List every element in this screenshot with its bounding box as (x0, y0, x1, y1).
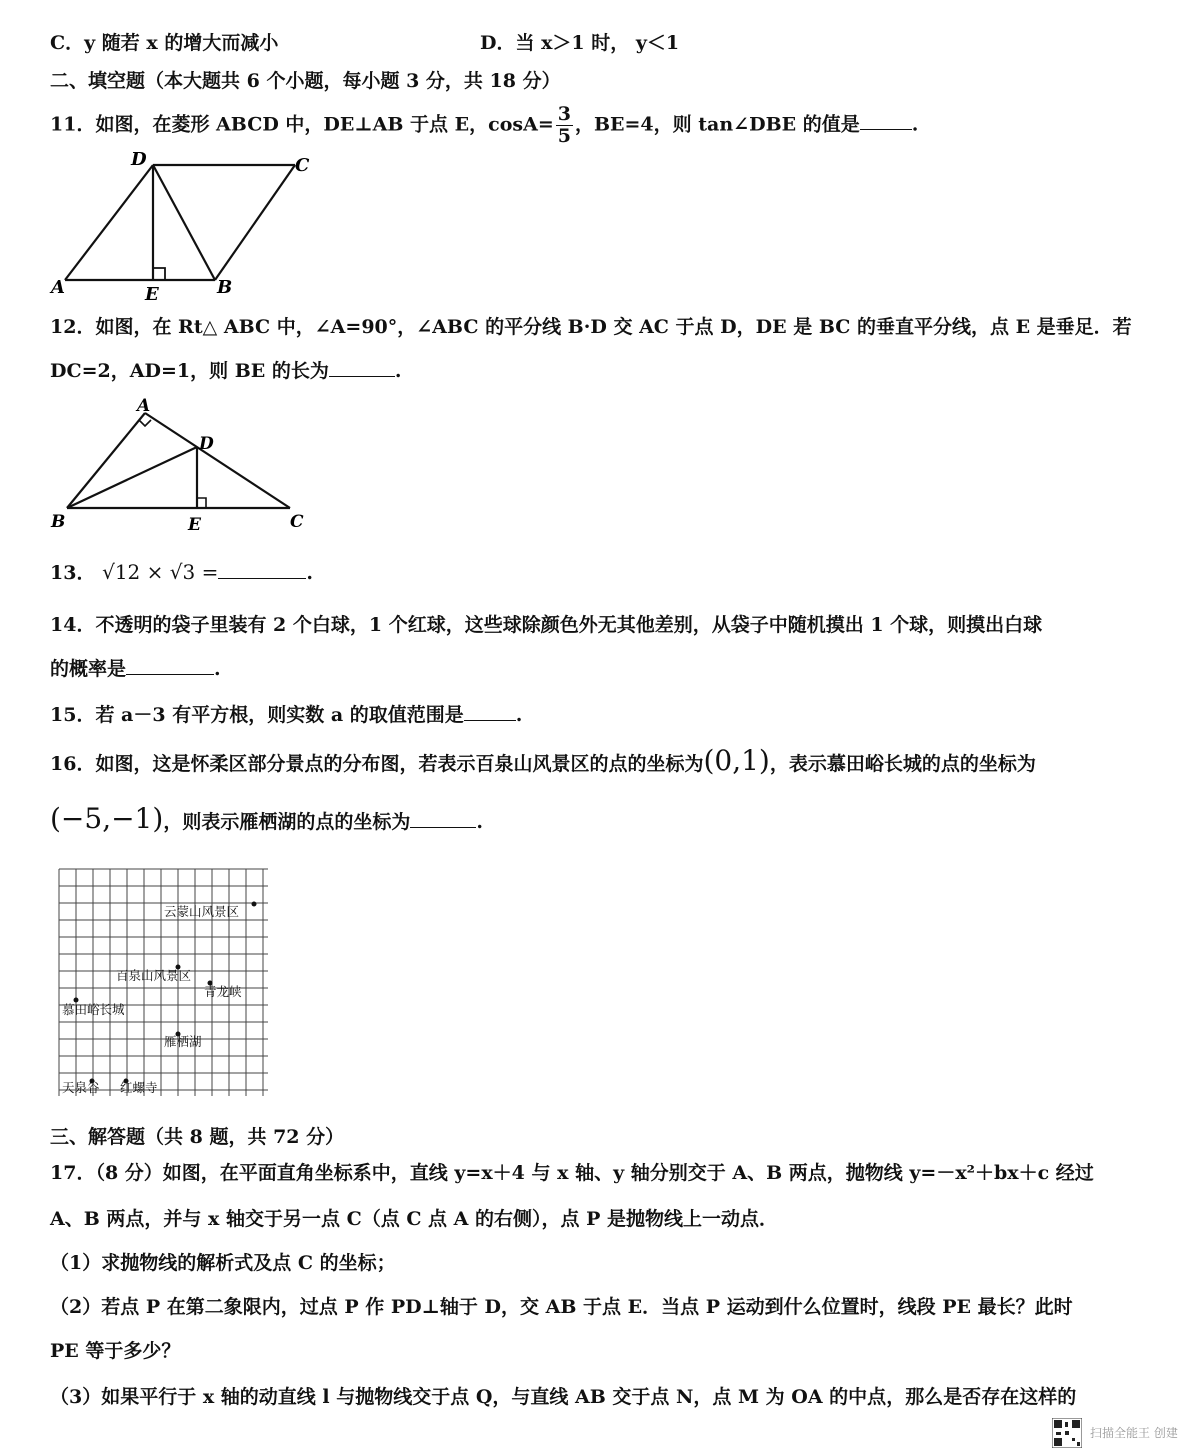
q13-expression: √12 × √3 = (102, 560, 219, 584)
section3-title: 三、解答题（共 8 题，共 72 分） (50, 1126, 345, 1148)
map-label-qinglong: 青龙峡 (204, 984, 242, 999)
q11-label-a: A (51, 277, 65, 298)
q16-coord1: (0,1) (703, 744, 770, 777)
q11-label-e: E (145, 284, 159, 305)
q16-map-grid (58, 868, 270, 1098)
q11-rhombus-figure (45, 145, 335, 305)
q15-line (50, 700, 522, 727)
q13-end: . (306, 562, 313, 584)
q12-end: . (394, 360, 402, 382)
q12-triangle-figure (45, 395, 325, 540)
q11-label-d: D (131, 149, 147, 170)
q14-end: . (214, 658, 221, 680)
scanner-watermark: 扫描全能王 创建 (1090, 1426, 1178, 1440)
map-label-baiquan: 百泉山风景区 (116, 968, 192, 983)
q11-fraction (556, 104, 573, 147)
q16-line2 (50, 802, 483, 835)
q17-line1: 17．（8 分）如图，在平面直角坐标系中，直线 y=x＋4 与 x 轴、y 轴分别交于 A、B 两点，抛物线 y=－x²＋bx＋c 经过 (50, 1162, 1094, 1184)
q16-answer-blank (410, 808, 476, 828)
q15-answer-blank (464, 701, 516, 721)
q13-answer-blank (218, 559, 306, 579)
q16-end: . (476, 811, 483, 833)
q12-label-d: D (199, 434, 214, 454)
q16-text-b: ，表示慕田峪长城的点的坐标为 (769, 753, 1036, 775)
q17-line2: A、B 两点，并与 x 轴交于另一点 C（点 C 点 A 的右侧），点 P 是抛物线上一动点． (50, 1208, 779, 1230)
dot-yunmeng (252, 902, 257, 907)
q10-option-d: D．当 x＞1 时， y＜1 (480, 32, 680, 54)
map-label-yanqi: 雁栖湖 (164, 1034, 202, 1049)
q15-end: . (515, 704, 523, 726)
q15-text: 15．若 a－3 有平方根，则实数 a 的取值范围是 (50, 704, 464, 726)
q11-text (50, 104, 918, 147)
q11-num: 3 (557, 103, 571, 125)
q12-label-b: B (51, 512, 66, 532)
q16-text-a: 16．如图，这是怀柔区部分景点的分布图，若表示百泉山风景区的点的坐标为 (50, 753, 704, 775)
q14-line2 (50, 654, 221, 681)
q16-text-c: ，则表示雁栖湖的点的坐标为 (163, 811, 411, 833)
q12-label-e: E (188, 515, 201, 535)
q11-answer-blank (860, 110, 912, 130)
q11-end: . (911, 113, 919, 136)
q12-text: DC=2，AD=1，则 BE 的长为 (50, 360, 329, 382)
q17-part3: （3）如果平行于 x 轴的动直线 l 与抛物线交于点 Q，与直线 AB 交于点 N，点 M 为 OA 的中点，那么是否存在这样的 (50, 1386, 1077, 1408)
q12-answer-blank (329, 357, 395, 377)
q16-line1 (50, 744, 1036, 777)
q13-text (50, 558, 313, 585)
q13-prefix: 13． (50, 562, 96, 584)
q17-part2a: （2）若点 P 在第二象限内，过点 P 作 PD⊥轴于 D，交 AB 于点 E．当点 P 运动到什么位置时，线段 PE 最长？此时 (50, 1296, 1073, 1318)
q12-line1: 12．如图，在 Rt△ ABC 中，∠A=90°，∠ABC 的平分线 B·D 交 AC 于点 D，DE 是 BC 的垂直平分线，点 E 是垂足．若 (50, 316, 1132, 338)
map-label-hongluo: 红螺寺 (120, 1080, 158, 1095)
q12-label-c: C (290, 512, 304, 532)
q11-after: ，BE=4，则 tan∠DBE 的值是 (574, 113, 860, 136)
map-label-yunmeng: 云蒙山风景区 (164, 904, 240, 919)
q14-line1: 14．不透明的袋子里装有 2 个白球，1 个红球，这些球除颜色外无其他差别，从袋子中随机摸出 1 个球，则摸出白球 (50, 614, 1043, 636)
section2-title: 二、填空题（本大题共 6 个小题，每小题 3 分，共 18 分） (50, 70, 561, 92)
q17-part2b: PE 等于多少？ (50, 1340, 181, 1362)
q14-text: 的概率是 (50, 658, 127, 680)
q17-part1: （1）求抛物线的解析式及点 C 的坐标； (50, 1252, 396, 1274)
map-label-mutianyu: 慕田峪长城 (62, 1002, 125, 1017)
q11-label-c: C (295, 155, 310, 176)
q11-before: 11．如图，在菱形 ABCD 中，DE⊥AB 于点 E，cosA= (50, 113, 554, 136)
q16-coord2: (−5,−1) (50, 802, 164, 835)
qr-code-icon (1052, 1418, 1082, 1448)
q12-label-a: A (137, 396, 151, 416)
q11-den: 5 (557, 124, 571, 147)
q14-answer-blank (126, 655, 214, 675)
q11-label-b: B (217, 277, 233, 298)
q12-line2 (50, 356, 402, 383)
map-label-tianxian: 天泉谷 (62, 1080, 100, 1095)
q10-option-c: C．y 随若 x 的增大而减小 (50, 32, 279, 54)
